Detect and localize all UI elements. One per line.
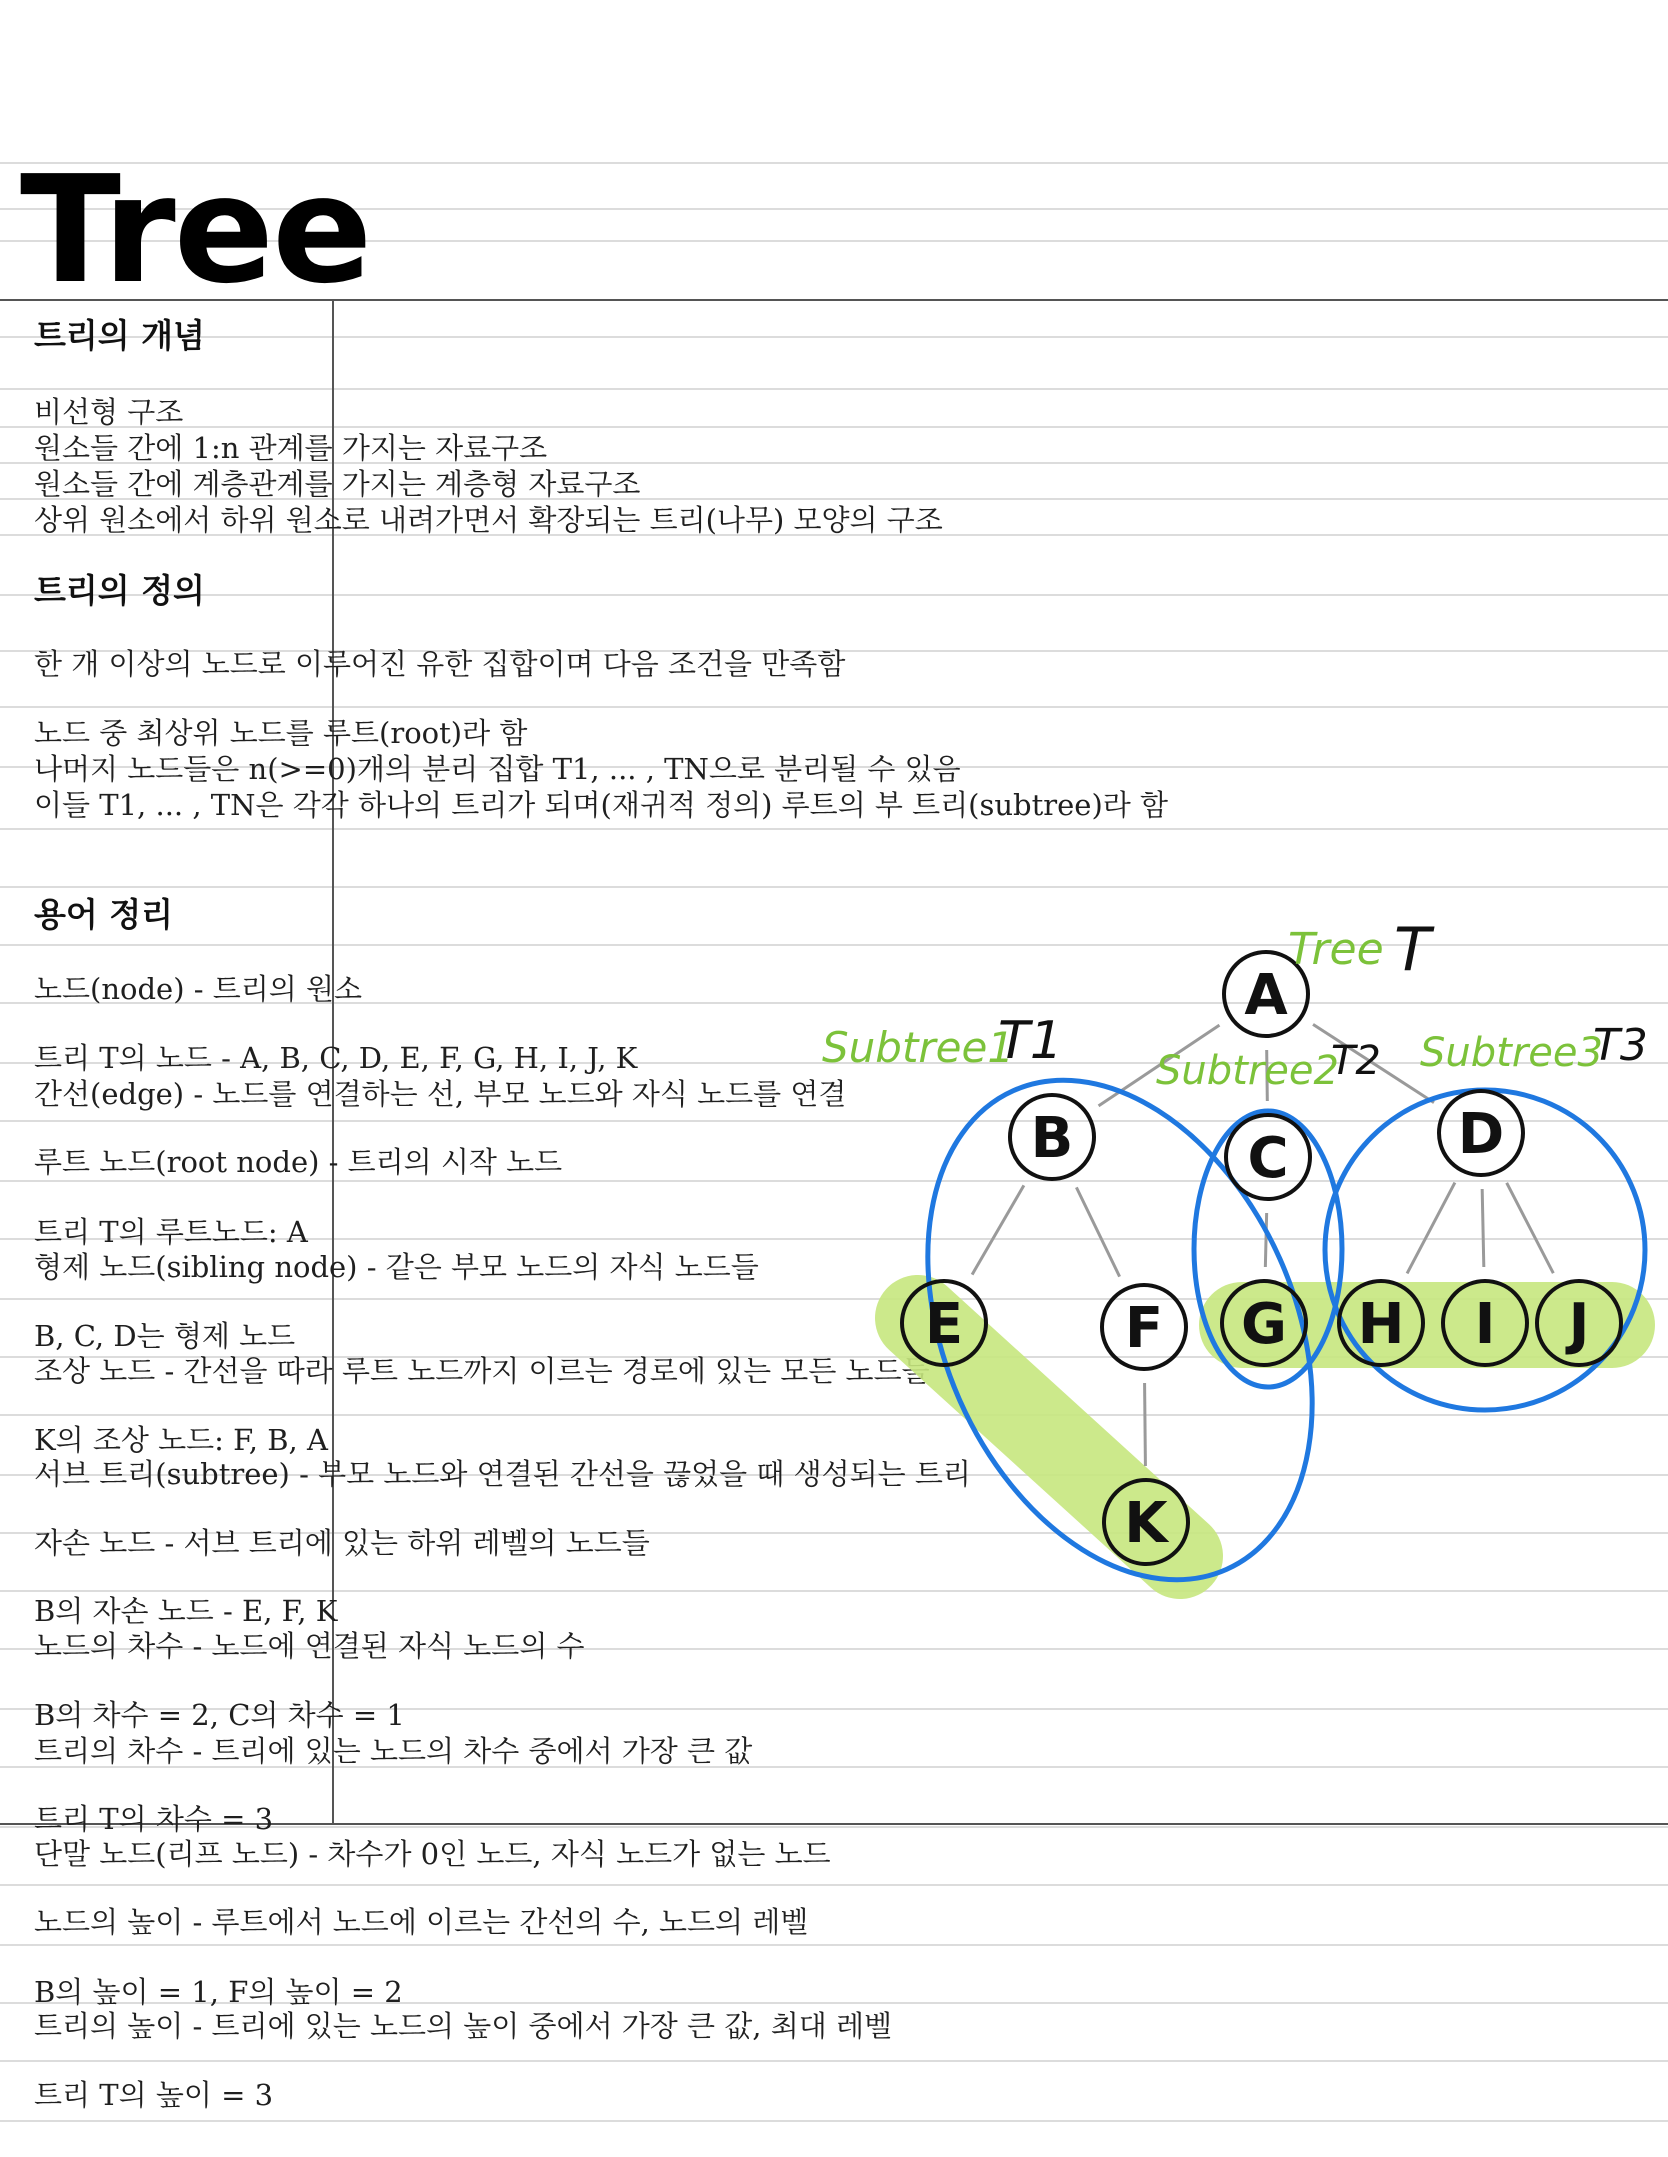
term-line: 트리 T의 차수 = 3 <box>34 1802 274 1836</box>
node-label: H <box>1357 1292 1405 1357</box>
term-line: 노드(node) - 트리의 원소 <box>34 972 363 1006</box>
subtree2-label: Subtree2 <box>1156 1048 1339 1094</box>
term-line: 간선(edge) - 노드를 연결하는 선, 부모 노드와 자식 노드를 연결 <box>34 1077 847 1111</box>
edge-F-K <box>1145 1383 1146 1466</box>
node-label: D <box>1457 1102 1505 1167</box>
t1-label: T1 <box>998 1011 1063 1071</box>
tree-name-label: T <box>1394 915 1431 985</box>
node-label: K <box>1124 1491 1168 1556</box>
edge-C-G <box>1265 1213 1266 1267</box>
edge-B-E <box>972 1185 1024 1274</box>
edge-D-I <box>1482 1189 1484 1267</box>
page-title: Tree <box>20 144 371 316</box>
concept-line: 원소들 간에 1:n 관계를 가지는 자료구조 <box>34 431 548 465</box>
definition-line: 노드 중 최상위 노드를 루트(root)라 함 <box>34 716 528 750</box>
node-label: F <box>1124 1296 1164 1361</box>
term-line: 트리 T의 높이 = 3 <box>34 2078 274 2112</box>
term-line: K의 조상 노드: F, B, A <box>34 1423 328 1457</box>
heading-tree-concept: 트리의 개념 <box>34 316 205 355</box>
edge-D-H <box>1407 1183 1455 1274</box>
term-line: 트리의 높이 - 트리에 있는 노드의 높이 중에서 가장 큰 값, 최대 레벨 <box>34 2009 893 2043</box>
node-c <box>1226 1115 1310 1199</box>
term-line: 트리의 차수 - 트리에 있는 노드의 차수 중에서 가장 큰 값 <box>34 1734 753 1768</box>
node-f <box>1102 1285 1186 1369</box>
term-line: B의 자손 노드 - E, F, K <box>34 1594 338 1628</box>
node-b <box>1010 1095 1094 1179</box>
term-line: 형제 노드(sibling node) - 같은 부모 노드의 자식 노드들 <box>34 1250 759 1284</box>
term-line: 노드의 차수 - 노드에 연결된 자식 노드의 수 <box>34 1629 585 1663</box>
concept-line: 상위 원소에서 하위 원소로 내려가면서 확장되는 트리(나무) 모양의 구조 <box>34 503 943 537</box>
handwritten-annotations <box>822 915 1648 1094</box>
edge-B-F <box>1076 1187 1119 1276</box>
node-d <box>1439 1091 1523 1175</box>
term-line: 단말 노드(리프 노드) - 차수가 0인 노드, 자식 노드가 없는 노드 <box>34 1837 831 1871</box>
heading-tree-definition: 트리의 정의 <box>34 571 205 610</box>
node-label: B <box>1030 1106 1074 1171</box>
node-label: J <box>1568 1292 1590 1357</box>
t3-label: T3 <box>1593 1020 1648 1071</box>
term-line: B의 차수 = 2, C의 차수 = 1 <box>34 1698 405 1732</box>
term-line: 트리 T의 루트노드: A <box>34 1215 308 1249</box>
t2-label: T2 <box>1331 1038 1381 1084</box>
term-line: 서브 트리(subtree) - 부모 노드와 연결된 간선을 끊었을 때 생성되는 트리 <box>34 1457 971 1491</box>
term-line: B, C, D는 형제 노드 <box>34 1319 296 1353</box>
concept-line: 비선형 구조 <box>34 395 184 429</box>
node-label: A <box>1244 963 1288 1028</box>
term-line: 트리 T의 노드 - A, B, C, D, E, F, G, H, I, J, K <box>34 1041 638 1075</box>
subtree1-label: Subtree1 <box>822 1023 1015 1072</box>
tree-label: Tree <box>1288 924 1384 975</box>
node-label: G <box>1241 1292 1287 1357</box>
heading-terminology: 용어 정리 <box>34 895 174 934</box>
definition-line: 나머지 노드들은 n(>=0)개의 분리 집합 T1, ... , TN으로 분리될 수 있음 <box>34 752 961 786</box>
term-line: 자손 노드 - 서브 트리에 있는 하위 레벨의 노드들 <box>34 1526 650 1560</box>
edge-D-J <box>1507 1183 1554 1273</box>
node-label: I <box>1474 1292 1496 1357</box>
term-line: 노드의 높이 - 루트에서 노드에 이르는 간선의 수, 노드의 레벨 <box>34 1905 809 1939</box>
definition-line: 한 개 이상의 노드로 이루어진 유한 집합이며 다음 조건을 만족함 <box>34 647 846 681</box>
term-line: 조상 노드 - 간선을 따라 루트 노드까지 이르는 경로에 있는 모든 노드들 <box>34 1354 930 1388</box>
term-line: B의 높이 = 1, F의 높이 = 2 <box>34 1975 403 2009</box>
definition-line: 이들 T1, ... , TN은 각각 하나의 트리가 되며(재귀적 정의) 루트의 부 트리(subtree)라 함 <box>34 788 1169 822</box>
node-label: C <box>1247 1126 1289 1191</box>
subtree3-label: Subtree3 <box>1420 1030 1603 1076</box>
node-label: E <box>924 1292 964 1357</box>
concept-line: 원소들 간에 계층관계를 가지는 계층형 자료구조 <box>34 467 641 501</box>
term-line: 루트 노드(root node) - 트리의 시작 노드 <box>34 1145 563 1179</box>
